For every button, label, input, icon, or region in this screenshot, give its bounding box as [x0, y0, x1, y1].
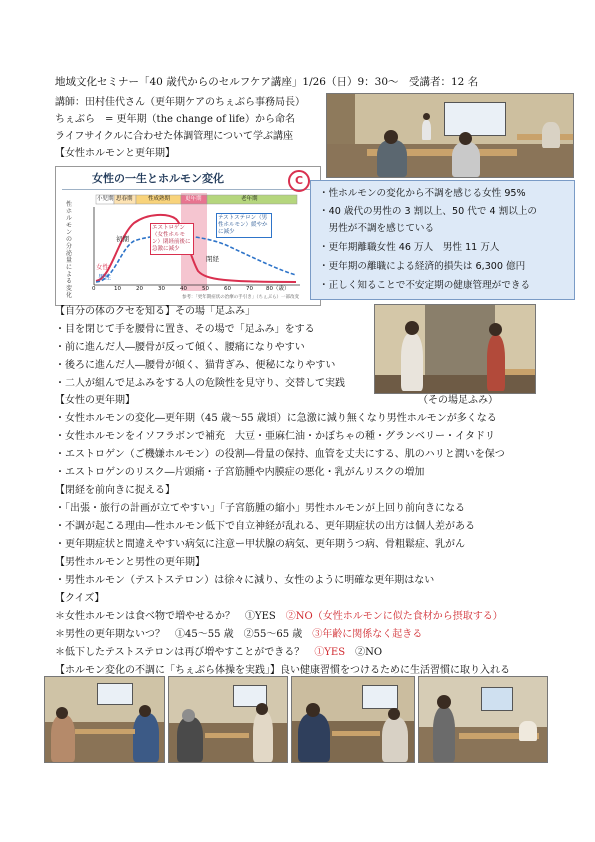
photo-caption: （その場足ふみ） [418, 395, 498, 406]
lecturer-line: 講師：田村佳代さん（更年期ケアのちぇぶら事務局長） [55, 97, 305, 108]
stats-info-box [310, 180, 575, 300]
quiz-q3-answer: ①YES [314, 647, 346, 658]
closing-line: 【ホルモン変化の不調に「ちぇぶら体操を実践」】良い健康習慣をつけるために生活習慣に取り入れる [55, 665, 510, 676]
menopause-line: ・「出張・旅行の計画が立てやすい」「子宮筋腫の縮小」男性ホルモンが上回り前向きになる [55, 503, 465, 514]
exercise-photo-1 [44, 676, 165, 763]
quiz-q3 [55, 647, 382, 659]
section-heading-menopause: 【閉経を前向きに捉える】 [55, 485, 175, 496]
info-item: ・更年期離職女性 46 万人 男性 11 万人 [319, 242, 500, 253]
stage-label: 老年期 [241, 196, 258, 202]
quiz-q3-text: ＊低下したテストステロンは再び増やすことができる？ [55, 647, 315, 658]
info-item: ・正しく知ることで不安定期の健康管理ができる [319, 280, 531, 291]
menopause-line: ・更年期症状と間違えやすい病気に注意ー甲状腺の病気、更年期うつ病、骨粗鬆症、乳がん [55, 539, 465, 550]
male-line: ・男性ホルモン（テストステロン）は徐々に減り、女性のように明確な更年期はない [55, 575, 435, 586]
estrogen-box: エストロゲン（女性ホルモン）閉経前後に急激に減少 [150, 223, 194, 255]
lifecycle-line: ライフサイクルに合わせた体調管理について学ぶ講座 [55, 131, 293, 142]
x-tick: 50 [202, 286, 209, 292]
x-tick: 10 [114, 286, 121, 292]
classroom-photo-top [326, 93, 574, 178]
info-item: ・更年期の離職による経済的損失は 6,300 億円 [319, 261, 526, 272]
section-heading-quiz: 【クイズ】 [55, 593, 105, 604]
hormone-slide [55, 166, 321, 306]
section-heading-hormone: 【女性ホルモンと更年期】 [55, 148, 175, 159]
body-line: ・前に進んだ人―腰骨が反って傾く、腰痛になりやすい [55, 342, 305, 353]
slide-title: 女性の一生とホルモン変化 [92, 172, 224, 185]
testosterone-box: テストステロン（男性ホルモン）緩やかに減少 [216, 213, 272, 238]
x-tick: 80（歳） [266, 286, 290, 292]
quiz-q2-answer: ③年齢に関係なく起きる [312, 629, 423, 640]
section-heading-male: 【男性ホルモンと男性の更年期】 [55, 557, 205, 568]
quiz-q2 [55, 629, 422, 641]
stage-label: 性成熟期 [148, 196, 171, 202]
stage-label: 小児期 [97, 196, 114, 202]
menopause-line: ・不調が起こる理由―性ホルモン低下で自立神経が乱れる、更年期症状の出方は個人差がある [55, 521, 475, 532]
slide-logo-icon: C [288, 170, 310, 192]
y-axis-label: 性ホルモンの分泌量による変化 [66, 201, 73, 299]
x-tick: 30 [158, 286, 165, 292]
quiz-q1-answer: ②NO（女性ホルモンに似た食材から摂取する） [285, 611, 503, 622]
quiz-q1-text: ＊女性ホルモンは食べ物で増やせるか？ ①YES [55, 611, 286, 622]
x-tick: 40 [180, 286, 187, 292]
x-tick: 0 [92, 286, 96, 292]
stage-label: 更年期 [185, 196, 202, 202]
stage-label: 思春期 [116, 196, 133, 202]
body-line: ・目を閉じて手を腰骨に置き、その場で「足ふみ」をする [55, 324, 315, 335]
x-tick: 20 [136, 286, 143, 292]
info-item: ・40 歳代の男性の 3 割以上、50 代で 4 割以上の [319, 206, 538, 217]
male-label: 男性 [98, 273, 111, 281]
x-tick: 70 [246, 286, 253, 292]
female-line: ・女性ホルモンをイソフラボンで補充 大豆・亜麻仁油・かぼちゃの種・グランベリー・イタドリ [55, 431, 495, 442]
quiz-q1 [55, 611, 503, 623]
female-line: ・エストロゲン（ご機嫌ホルモン）の役割―骨量の保持、血管を丈夫にする、肌のハリと潤いを保つ [55, 449, 505, 460]
slide-source: 参考：「更年期症状の治療の手引き」（ちぇぶら）一部改変 [182, 295, 299, 300]
section-heading-female: 【女性の更年期】 [55, 395, 135, 406]
info-item: ・性ホルモンの変化から不調を感じる女性 95% [319, 188, 526, 199]
quiz-q3-tail: ②NO [345, 647, 383, 658]
info-item: 男性が不調を感じている [319, 223, 435, 234]
section-heading-body: 【自分の体のクセを知る】その場「足ふみ」 [55, 306, 255, 317]
female-line: ・エストロゲンのリスク―片頭痛・子宮筋腫や内膜症の悪化・乳がんリスクの増加 [55, 467, 425, 478]
female-line: ・女性ホルモンの変化―更年期（45 歳～55 歳頃）に急激に減り無くなり男性ホルモンが多くなる [55, 413, 497, 424]
menarche-label: 初潮 [116, 235, 129, 243]
exercise-photo-2 [168, 676, 288, 763]
body-line: ・二人が組んで足ふみをする人の危険性を見守り、交替して実践 [55, 378, 345, 389]
x-tick: 60 [224, 286, 231, 292]
page-title: 地域文化セミナー「40 歳代からのセルフケア講座」1/26（日）9：30～ 受講者：12 名 [55, 76, 479, 88]
female-label: 女性 [96, 263, 109, 271]
chebura-line: ちぇぶら = 更年期（the change of life）から命名 [55, 114, 295, 125]
exercise-photo-4 [418, 676, 548, 763]
exercise-photo-3 [291, 676, 415, 763]
body-line: ・後ろに進んだ人―腰骨が傾く、猫背ぎみ、便秘になりやすい [55, 360, 336, 371]
quiz-q2-text: ＊男性の更年期ないつ？ ①45～55 歳 ②55～65 歳 [55, 629, 313, 640]
foot-stepping-photo [374, 304, 536, 394]
menopause-label: 閉経 [206, 255, 219, 263]
